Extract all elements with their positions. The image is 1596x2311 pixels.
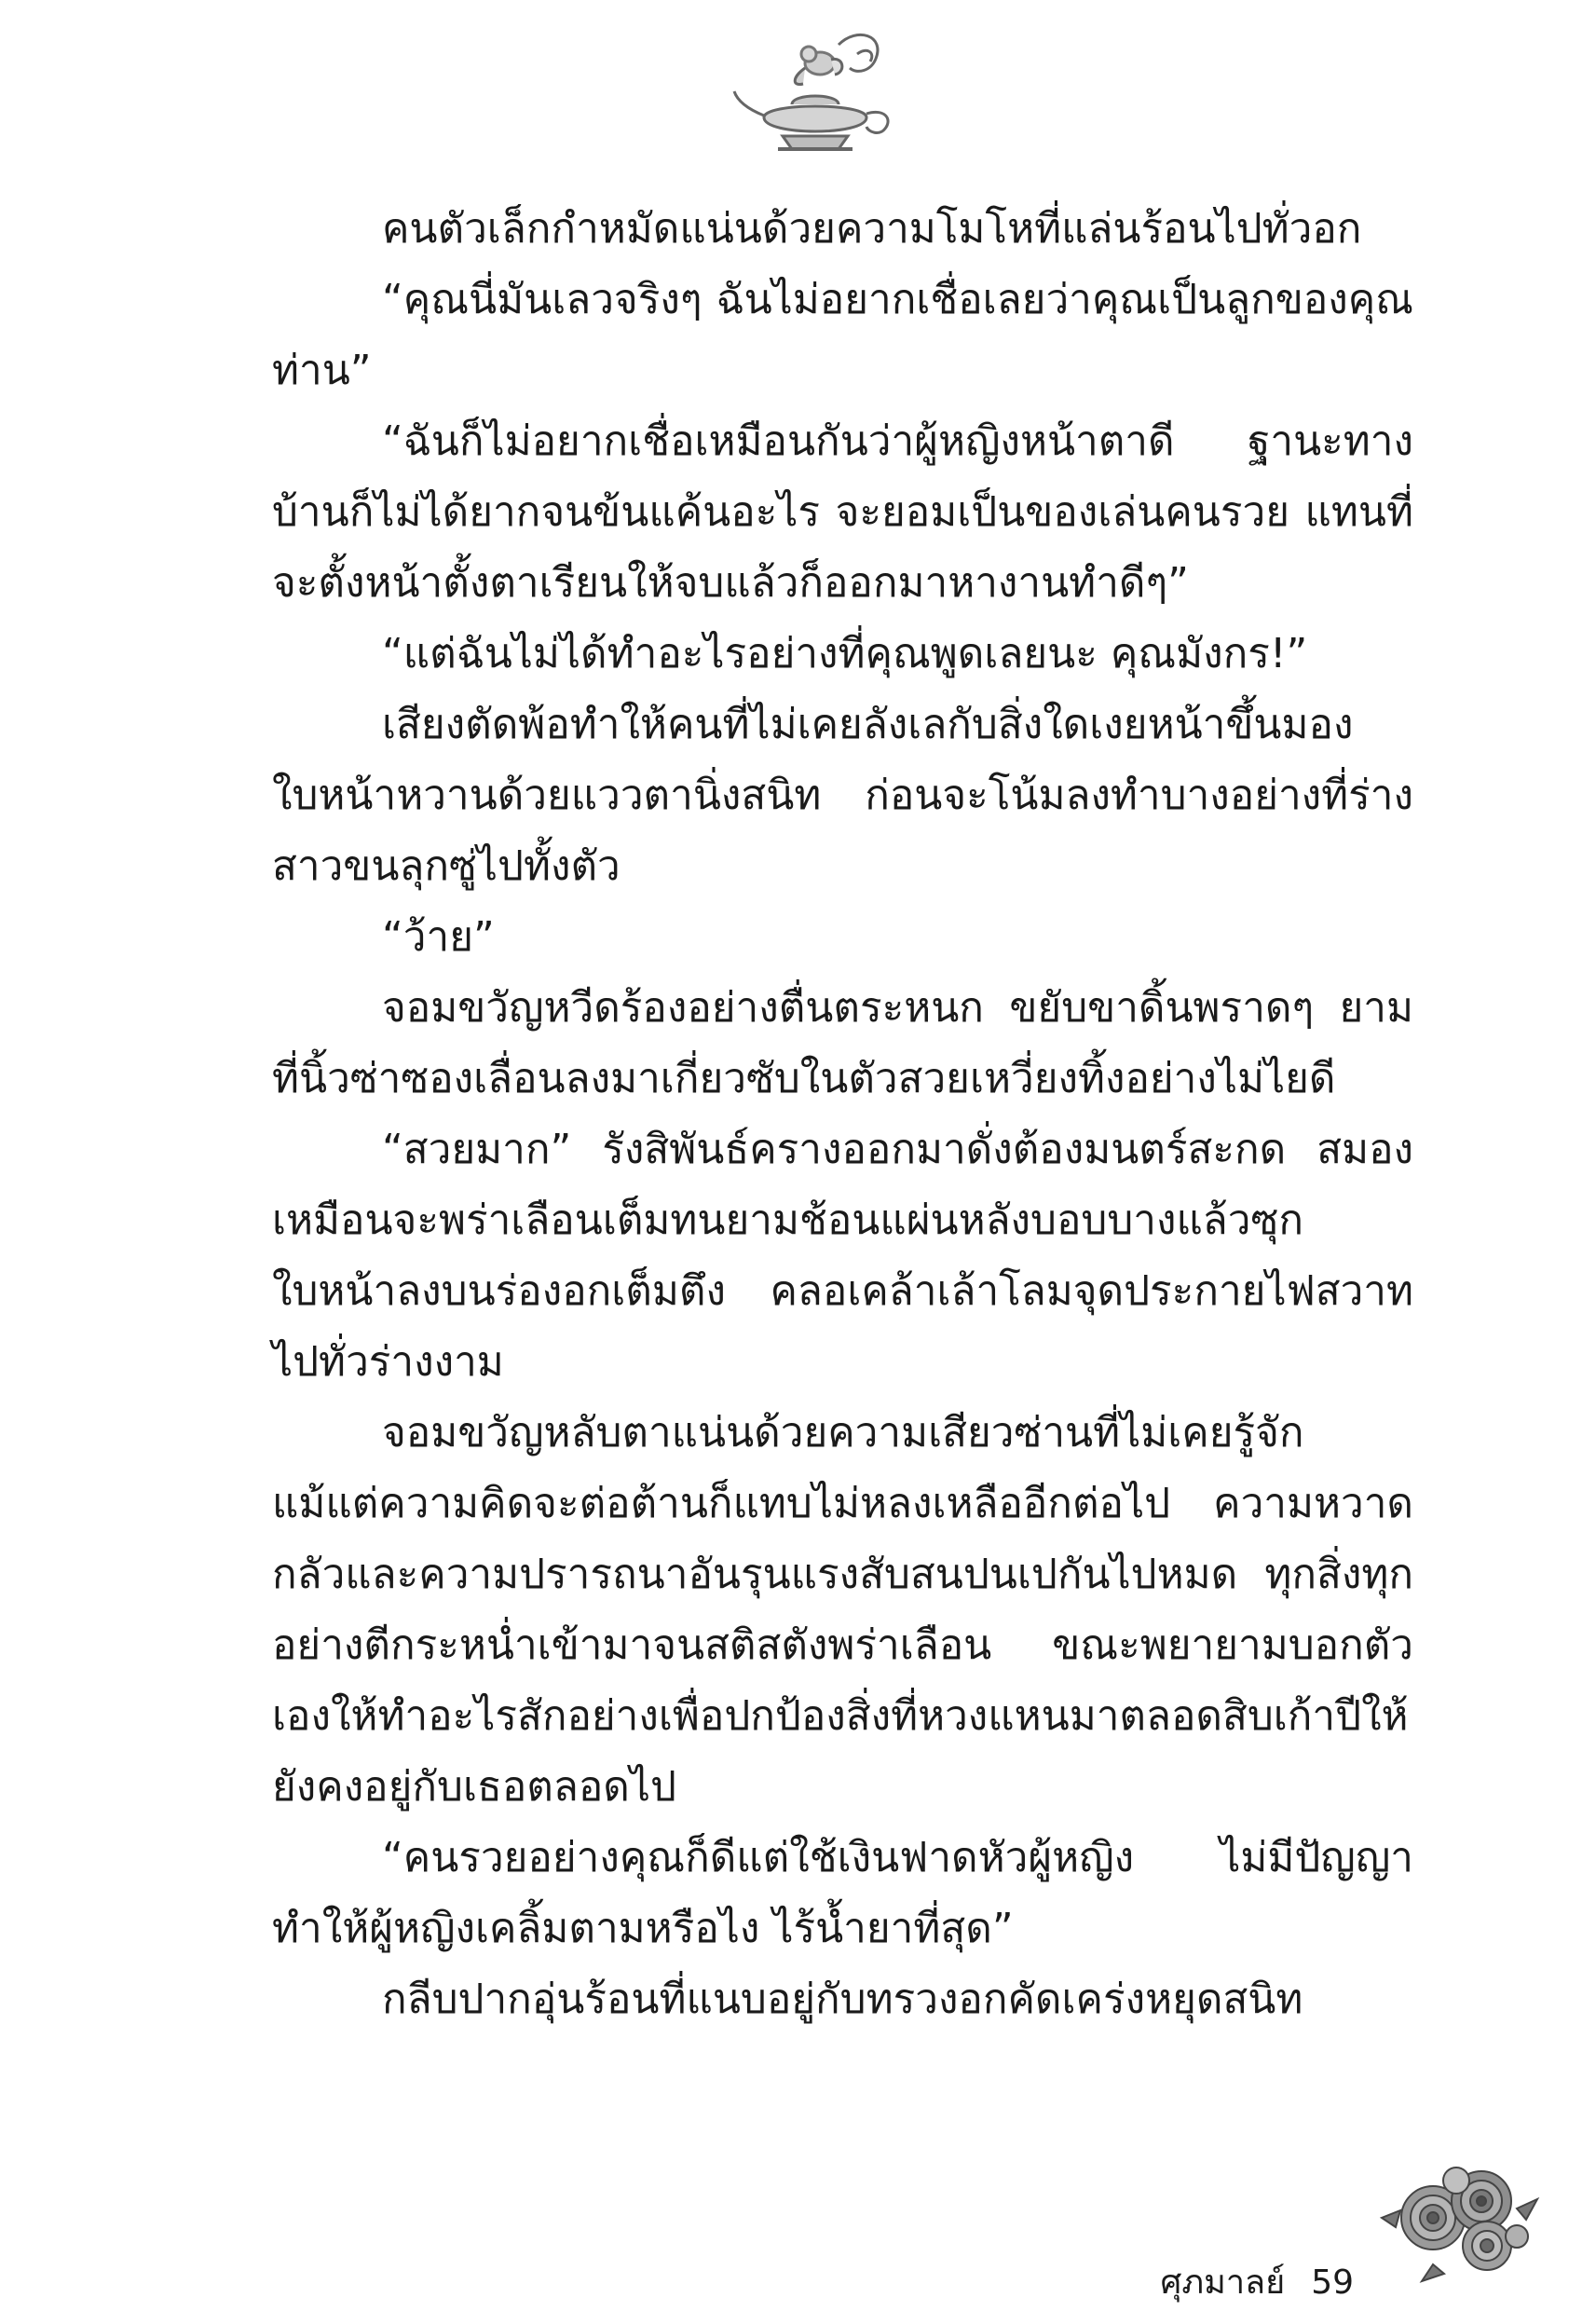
page-footer [1161, 2263, 1355, 2304]
teapot-lamp-with-cupid-icon [727, 26, 913, 166]
paragraph: “แต่ฉันไม่ได้ทำอะไรอย่างที่คุณพูดเลยนะ คุณมังกร!” [382, 630, 1308, 677]
paragraph: จอมขวัญหวีดร้องอย่างตื่นตระหนก ขยับขาดิ้นพราดๆ ยามที่นิ้วซ่าซองเลื่อนลงมาเกี่ยวซับในตัวสวยเหวี่ยงทิ้งอย่างไม่ไยดี [272, 984, 1413, 1102]
paragraph: “ฉันก็ไม่อยากเชื่อเหมือนกันว่าผู้หญิงหน้าตาดี ฐานะทางบ้านก็ไม่ได้ยากจนข้นแค้นอะไร จะยอมเป็นของเล่นคนรวย แทนที่จะตั้งหน้าตั้งตาเรียนให้จบแล้วก็ออกมาหางานทำดีๆ” [272, 417, 1413, 607]
page-number: 59 [1311, 2263, 1354, 2302]
paragraph: คนตัวเล็กกำหมัดแน่นด้วยความโมโหที่แล่นร้อนไปทั่วอก [382, 205, 1362, 253]
book-title: ศุภมาลย์ [1160, 2263, 1286, 2302]
paragraph: “คุณนี่มันเลวจริงๆ ฉันไม่อยากเชื่อเลยว่าคุณเป็นลูกของคุณท่าน” [272, 276, 1413, 394]
paragraph: “คนรวยอย่างคุณก็ดีแต่ใช้เงินฟาดหัวผู้หญิง ไม่มีปัญญาทำให้ผู้หญิงเคลิ้มตามหรือไง ไร้น้ำยาที่สุด” [272, 1834, 1413, 1952]
paragraph: เสียงตัดพ้อทำให้คนที่ไม่เคยลังเลกับสิ่งใดเงยหน้าขึ้นมองใบหน้าหวานด้วยแววตานิ่งสนิท ก่อนจะโน้มลงทำบางอย่างที่ร่างสาวขนลุกซู่ไปทั้งตัว [272, 701, 1413, 890]
paragraph: กลีบปากอุ่นร้อนที่แนบอยู่กับทรวงอกคัดเคร่งหยุดสนิท [382, 1976, 1303, 2023]
paragraph: “ว้าย” [382, 913, 495, 961]
paragraph: จอมขวัญหลับตาแน่นด้วยความเสียวซ่านที่ไม่เคยรู้จัก แม้แต่ความคิดจะต่อต้านก็แทบไม่หลงเหลืออีกต่อไป ความหวาดกลัวและความปรารถนาอันรุนแรงสับสนปนเปกันไปหมด ทุกสิ่งทุกอย่างตีกระหน่ำเข้ามาจนสติสตังพร่าเลือน ขณะพยายามบอกตัวเองให้ทำอะไรสักอย่างเพื่อปกป้องสิ่งที่หวงแหนมาตลอดสิบเก้าปีให้ยังคงอยู่กับเธอตลอดไป [272, 1409, 1413, 1811]
paragraph: “สวยมาก” รังสิพันธ์ครางออกมาดั่งต้องมนตร์สะกด สมองเหมือนจะพร่าเลือนเต็มทนยามช้อนแผ่นหลังบอบบางแล้วซุกใบหน้าลงบนร่องอกเต็มตึง คลอเคล้าเล้าโลมจุดประกายไฟสวาทไปทั่วร่างงาม [272, 1126, 1413, 1386]
body-text [272, 194, 1413, 2035]
rose-bouquet-icon [1377, 2153, 1540, 2283]
